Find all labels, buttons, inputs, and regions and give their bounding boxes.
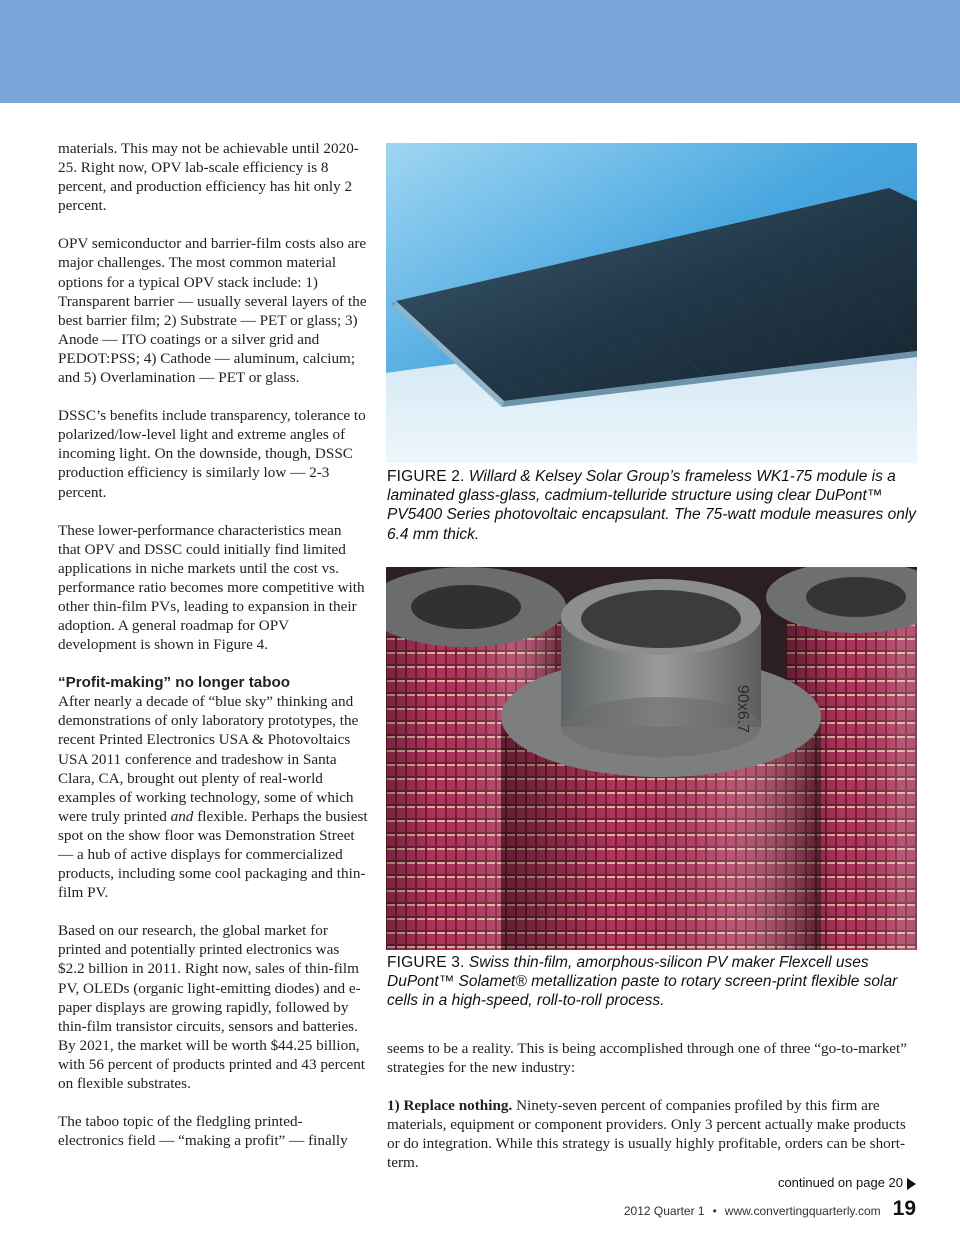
core-label: 90x6.7	[734, 685, 751, 734]
website-link[interactable]: www.convertingquarterly.com	[724, 1204, 881, 1218]
paragraph-text: After nearly a decade of “blue sky” thinking and demonstrations of only laboratory prototypes, the recent Printed Electronics USA & Photovoltaics USA 2011 conference and tradeshow in Santa Clara, CA, brought out plenty of real-world examples of working technology, some of which were truly printed	[58, 693, 359, 825]
page-footer	[624, 1197, 916, 1221]
issue-label: 2012 Quarter 1	[623, 1204, 705, 1218]
paragraph	[58, 692, 368, 902]
paragraph: seems to be a reality. This is being accomplished through one of three “go-to-market” strategies for the new industry:	[387, 1040, 908, 1077]
right-column	[387, 1039, 917, 1192]
bold-lead: 1) Replace nothing.	[387, 1097, 513, 1115]
paragraph: DSSC’s benefits include transparency, tolerance to polarized/low-level light and extreme angles of incoming light. On the downside, though, DSSC production efficiency is similarly low — 2-3 percent.	[58, 407, 366, 501]
solar-module-illustration	[386, 143, 917, 463]
figure-3-photo	[386, 567, 917, 950]
caption-text: Willard & Kelsey Solar Group’s frameless WK1-75 module is a laminated glass-glass, cadmium-telluride structure using clear DuPont™ PV5400 Series photovoltaic encapsulant. The 75-watt module measures only 6.4 mm thick.	[387, 468, 917, 543]
continued-text: continued on page 20	[777, 1175, 903, 1190]
page-number: 19	[892, 1197, 916, 1220]
caption-text: Swiss thin-film, amorphous-silicon PV maker Flexcell uses DuPont™ Solamet® metallization paste to rotary screen-print flexible solar cells in a high-speed, roll-to-roll process.	[387, 954, 898, 1010]
separator-bullet: •	[712, 1204, 717, 1218]
paragraph-text: Ninety-seven percent of companies profiled by this firm are materials, equipment or component providers. Only 3 percent actually make products or do integration. While this strategy is usually highly profitable, orders can be short-term.	[387, 1097, 906, 1172]
paragraph: OPV semiconductor and barrier-film costs also are major challenges. The most common material options for a typical OPV stack include: 1) Transparent barrier — usually several layers of the best barrier film; 2) Substrate — PET or glass; 3) Anode — ITO coatings or a silver grid and PEDOT:PSS; 4) Cathode — aluminum, calcium; and 5) Overlamination — PET or glass.	[58, 235, 367, 387]
figure-label: FIGURE 2.	[387, 468, 465, 485]
paragraph: Based on our research, the global market for printed and potentially printed electronics was $2.2 billion in 2011. Right now, sales of thin-film PV, OLEDs (organic light-emitting diodes) and e-paper displays are growing rapidly, followed by thin-film transistor circuits, sensors and batteries. By 2021, the market will be worth $44.25 billion, with 56 percent of products printed and 43 percent on flexible substrates.	[58, 922, 366, 1093]
play-arrow-icon	[907, 1178, 916, 1190]
paragraph	[387, 1096, 917, 1172]
continued-link[interactable]	[778, 1175, 916, 1190]
header-banner	[0, 0, 960, 103]
figure-2-photo	[386, 143, 917, 463]
paragraph: These lower-performance characteristics mean that OPV and DSSC could initially find limited applications in niche markets until the cost vs. performance ratio becomes more competitive with other thin-film PVs, leading to expansion in their adoption. A general roadmap for OPV development is shown in Figure 4.	[58, 521, 365, 654]
figure-2-caption	[387, 467, 917, 544]
paragraph: The taboo topic of the fledgling printed-electronics field — “making a profit” — finally	[58, 1113, 348, 1150]
paragraph: materials. This may not be achievable until 2020-25. Right now, OPV lab-scale efficiency is 8 percent, and production efficiency has hit only 2 percent.	[58, 140, 359, 215]
section-subhead: “Profit-making” no longer taboo	[58, 674, 291, 692]
solar-rolls-illustration	[386, 567, 917, 950]
figure-3-caption	[387, 953, 917, 1011]
emphasis-text: and	[170, 807, 194, 825]
figure-label: FIGURE 3.	[387, 954, 465, 971]
paragraph-text: flexible. Perhaps the busiest spot on the show floor was Demonstration Street — a hub of active displays for commercialized products, including some cool packaging and thin-film PV.	[58, 807, 368, 902]
left-column	[58, 139, 368, 1169]
